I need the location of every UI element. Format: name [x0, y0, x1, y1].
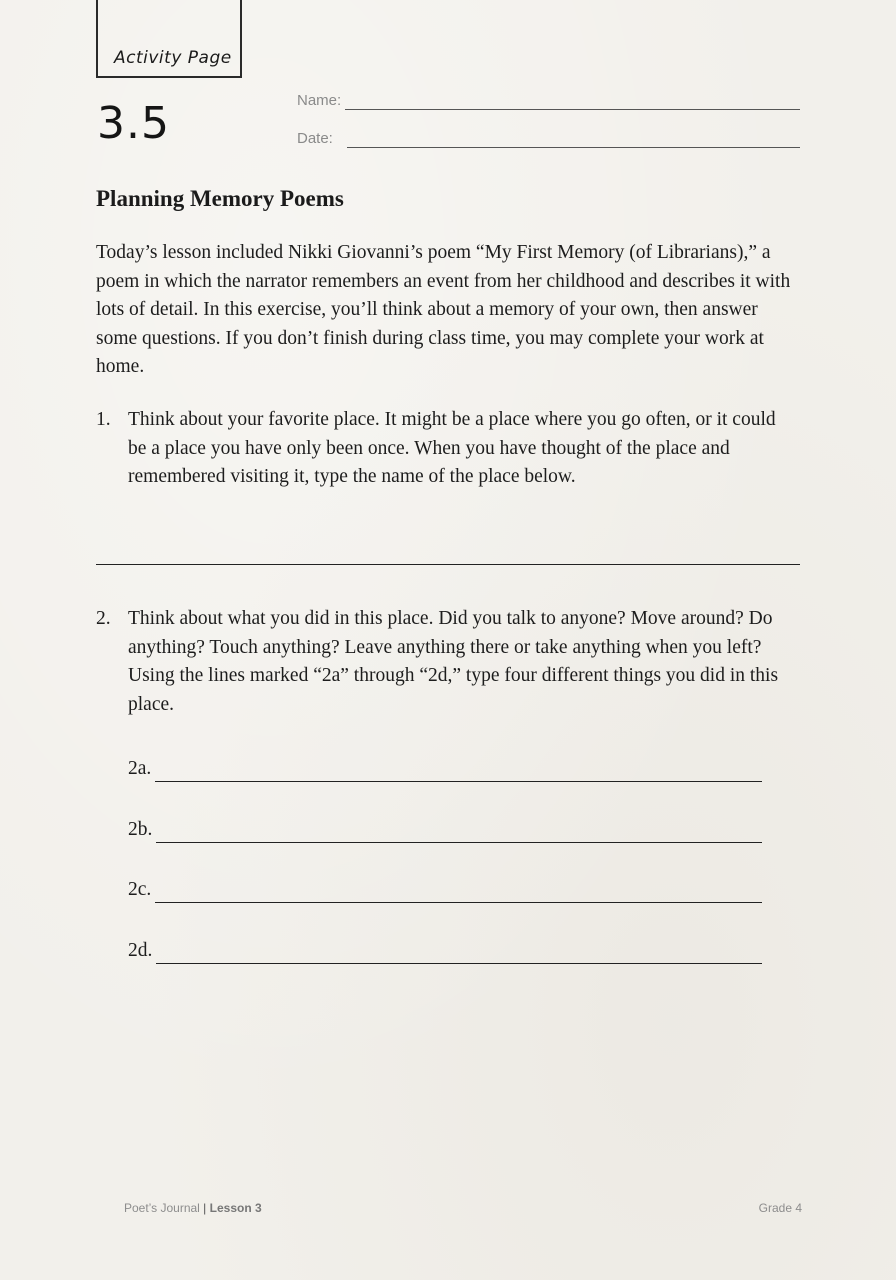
- question-2: [96, 605, 796, 719]
- answer-2a-input[interactable]: [155, 757, 762, 782]
- question-1: [96, 406, 796, 492]
- name-label: Name:: [297, 92, 342, 109]
- question-1-answer-input[interactable]: [96, 540, 800, 565]
- name-field-row: [297, 86, 800, 110]
- question-2-text: Think about what you did in this place. Did you talk to anyone? Move around? Do anything? Touch anything? Leave anything there or take anything when you left? Using the lines marked “2a” through “2d,” type four different things you did in this place.: [128, 608, 779, 715]
- answer-2d-label: 2d.: [128, 940, 153, 961]
- question-1-number: 1.: [96, 409, 111, 430]
- answer-2c-input[interactable]: [155, 878, 762, 903]
- date-label: Date:: [297, 130, 333, 147]
- question-1-text: Think about your favorite place. It might be a place where you go often, or it could be a place you have only been once. When you have thought of the place and remembered visiting it, type the name of the place below.: [128, 409, 776, 488]
- footer-lesson: Lesson 3: [209, 1201, 262, 1215]
- answer-2a-label: 2a.: [128, 758, 152, 779]
- answer-row-2b: [128, 813, 762, 843]
- question-2-number: 2.: [96, 608, 111, 629]
- date-field-row: [297, 124, 800, 148]
- answer-2b-input[interactable]: [156, 818, 762, 843]
- date-input[interactable]: [347, 127, 800, 148]
- intro-paragraph: Today’s lesson included Nikki Giovanni’s poem “My First Memory (of Librarians),” a poem in which the narrator remembers an event from her childhood and describes it with lots of detail. In this exercise, you’ll think about a memory of your own, then answer some questions. If you don’t finish during class time, you may complete your work at home.: [96, 242, 791, 378]
- answer-row-2c: [128, 873, 762, 903]
- page-title: Planning Memory Poems: [96, 186, 344, 211]
- answer-row-2a: [128, 752, 762, 782]
- page-number: 3.5: [97, 98, 170, 149]
- footer-separator: |: [203, 1201, 207, 1215]
- name-input[interactable]: [345, 89, 800, 110]
- answer-2b-label: 2b.: [128, 819, 153, 840]
- footer-journal: Poet’s Journal: [124, 1201, 200, 1215]
- activity-page-label: Activity Page: [114, 48, 232, 68]
- footer-source: [124, 1201, 262, 1215]
- answer-2c-label: 2c.: [128, 879, 152, 900]
- footer-grade: Grade 4: [758, 1201, 802, 1215]
- answer-2d-input[interactable]: [156, 939, 762, 964]
- activity-page-tab: [96, 0, 242, 78]
- answer-row-2d: [128, 934, 762, 964]
